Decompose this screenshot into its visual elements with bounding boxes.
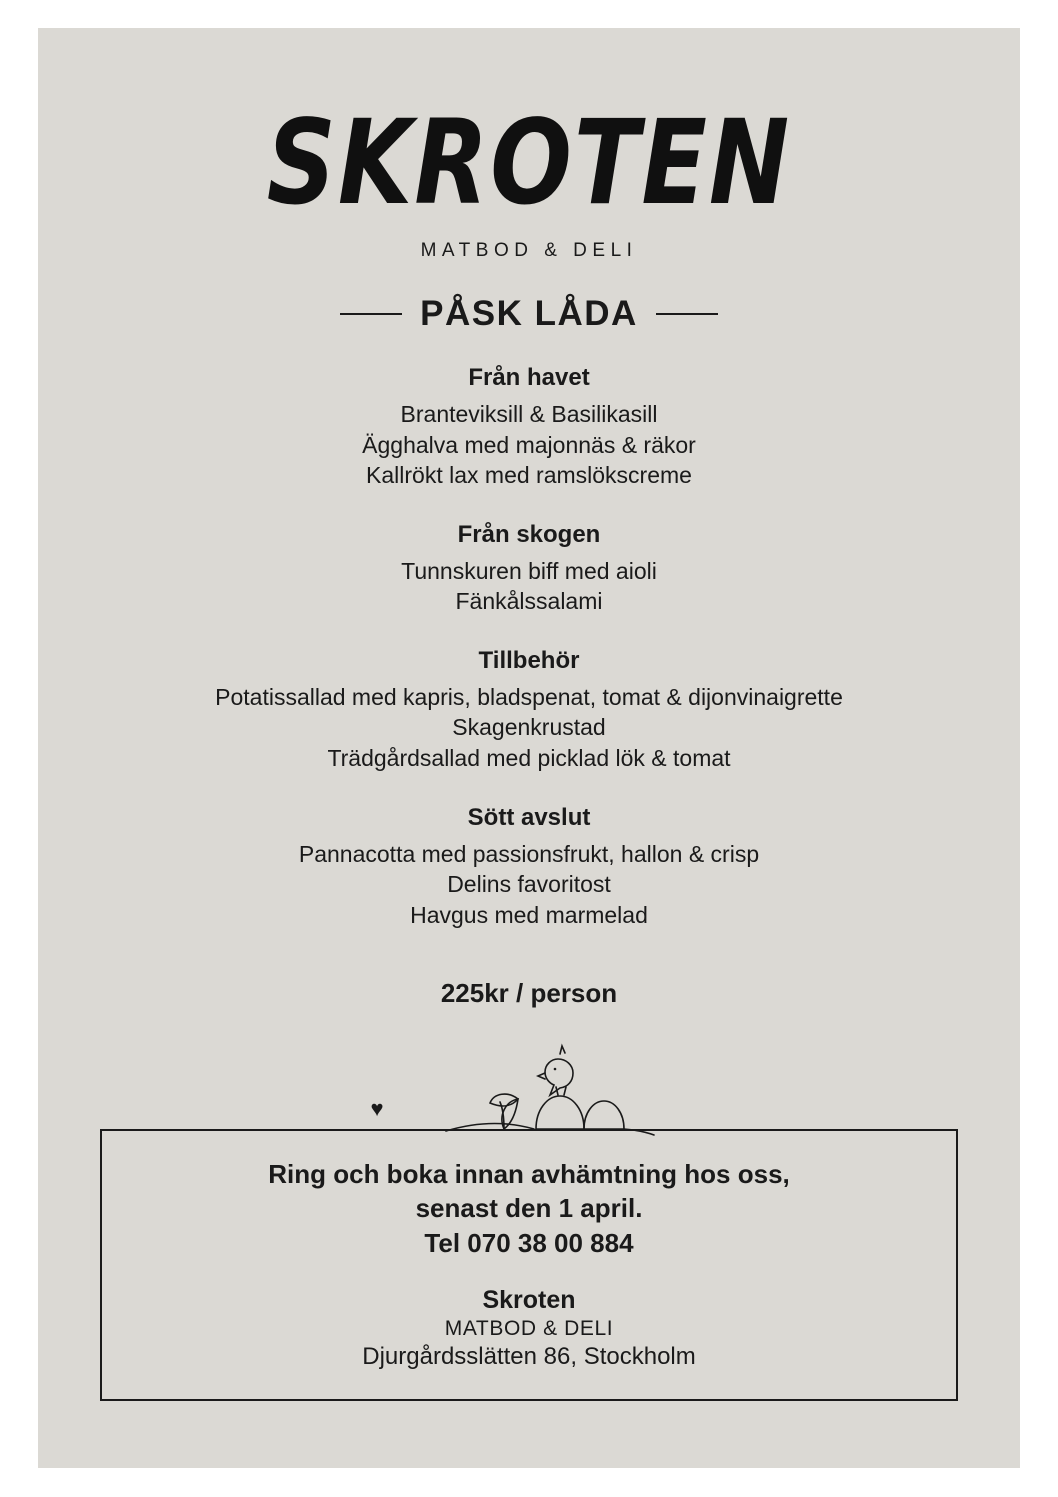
menu-item: Trädgårdsallad med picklad lök & tomat (327, 745, 731, 772)
title-rule-right (656, 313, 718, 315)
section-heading: Från havet (468, 364, 590, 391)
booking-line-2: senast den 1 april. (415, 1193, 643, 1224)
brand-logo: SKROTEN (266, 94, 792, 231)
menu-item: Branteviksill & Basilikasill (400, 401, 658, 427)
menu-item: Ägghalva med majonnäs & räkor (362, 431, 696, 458)
page-title: PÅSK LÅDA (420, 294, 638, 333)
menu-item: Potatissallad med kapris, bladspenat, tomat & dijonvinaigrette (215, 683, 843, 710)
menu-section-tillbehor (38, 647, 1020, 774)
business-tagline: MATBOD & DELI (444, 1316, 614, 1340)
menu-section-sott-avslut (38, 804, 1020, 931)
menu-item: Havgus med marmelad (410, 901, 648, 928)
menu-item: Fänkålssalami (455, 588, 603, 615)
heart-icon: ♥ (370, 1096, 384, 1122)
menu-section-fran-skogen (38, 521, 1020, 617)
menu-item: Pannacotta med passionsfrukt, hallon & crisp (298, 840, 760, 867)
booking-info-box (100, 1129, 958, 1401)
booking-phone[interactable]: Tel 070 38 00 884 (424, 1227, 634, 1258)
price-label: 225kr / person (440, 978, 618, 1009)
section-heading: Från skogen (457, 520, 601, 548)
menu-item: Kallrökt lax med ramslökscreme (366, 462, 692, 489)
poster (38, 28, 1020, 1468)
menu-section-fran-havet (38, 364, 1020, 491)
menu-item: Delins favoritost (447, 871, 611, 898)
booking-line-1: Ring och boka innan avhämtning hos oss, (268, 1159, 790, 1189)
brand-tagline: MATBOD & DELI (420, 240, 638, 261)
business-name: Skroten (482, 1285, 576, 1314)
menu-item: Tunnskuren biff med aioli (401, 557, 657, 584)
business-address: Djurgårdsslätten 86, Stockholm (362, 1342, 696, 1370)
menu-title-row (38, 294, 1020, 334)
title-rule-left (340, 313, 402, 315)
menu-item: Skagenkrustad (452, 714, 606, 741)
section-heading: Tillbehör (478, 646, 580, 674)
section-heading: Sött avslut (467, 803, 591, 831)
